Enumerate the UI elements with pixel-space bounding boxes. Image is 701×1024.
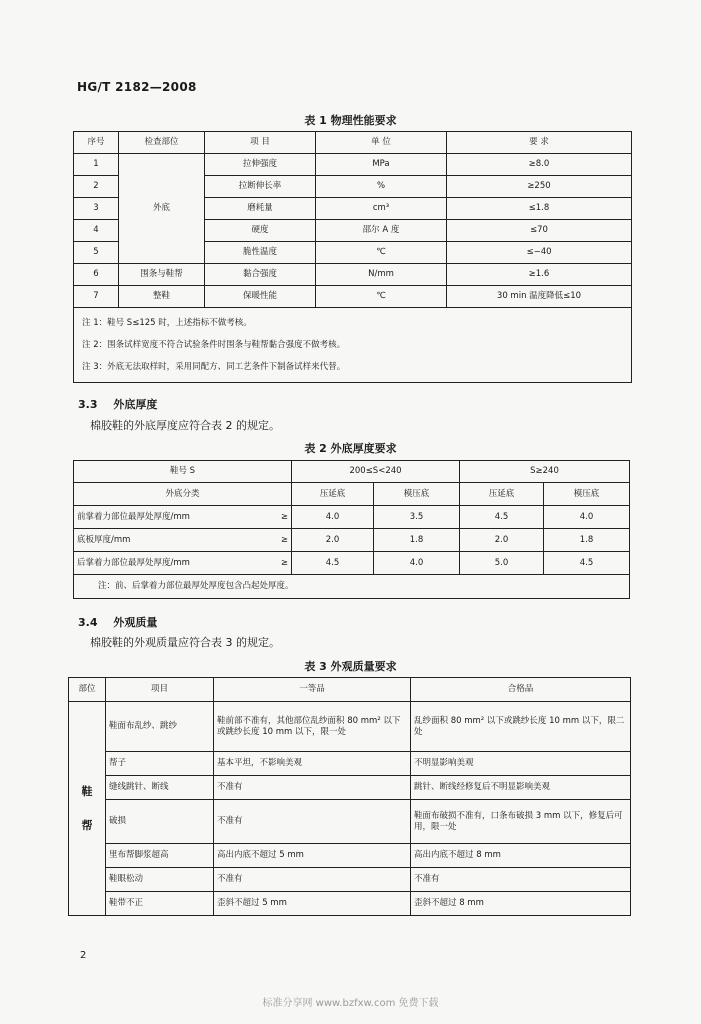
table-cell: 高出内底不超过 8 mm xyxy=(411,844,631,868)
table2-shoe-size-header: 鞋号 S xyxy=(74,461,292,483)
table-cell: 脆性温度 xyxy=(205,242,316,264)
table-cell: 歪斜不超过 8 mm xyxy=(411,892,631,916)
table-cell: 3 xyxy=(74,198,119,220)
table-cell: 鞋带不正 xyxy=(106,892,214,916)
table-cell: 歪斜不超过 5 mm xyxy=(214,892,411,916)
table-cell: 硬度 xyxy=(205,220,316,242)
table-row xyxy=(69,892,631,916)
table-cell: 2.0 xyxy=(292,529,374,552)
table1-header-req: 要 求 xyxy=(447,132,632,154)
watermark-footer: 标准分享网 www.bzfxw.com 免费下载 xyxy=(262,998,439,1009)
table2-type-header: 模压底 xyxy=(544,483,630,506)
table-cell: 缝线跳针、断线 xyxy=(106,776,214,800)
row-label: 前掌着力部位最厚处厚度/mm xyxy=(77,511,190,522)
table1-header-row xyxy=(74,132,632,154)
table-cell: 邵尔 A 度 xyxy=(316,220,447,242)
table-row xyxy=(69,776,631,800)
table-cell: 不准有 xyxy=(214,868,411,892)
table-row xyxy=(69,844,631,868)
section-number: 3.3 xyxy=(78,398,98,411)
row-label: 后掌着力部位最厚处厚度/mm xyxy=(77,557,190,568)
table-row xyxy=(69,702,631,752)
section-3-4-heading xyxy=(78,614,157,630)
standard-code: HG/T 2182—2008 xyxy=(77,80,197,94)
table-cell: 围条与鞋帮 xyxy=(119,264,205,286)
table2-category-header: 外底分类 xyxy=(74,483,292,506)
table-cell: 鞋眼松动 xyxy=(106,868,214,892)
table1 xyxy=(73,131,632,383)
table-cell: 拉伸强度 xyxy=(205,154,316,176)
table3-header-first: 一等品 xyxy=(214,678,411,702)
table-cell: 不准有 xyxy=(411,868,631,892)
table-cell: 帮子 xyxy=(106,752,214,776)
table-cell: MPa xyxy=(316,154,447,176)
section-3-3-heading xyxy=(78,396,157,412)
table3-header-qualified: 合格品 xyxy=(411,678,631,702)
ge-symbol: ≥ xyxy=(280,511,288,522)
table2-note-row xyxy=(74,575,630,599)
section-title: 外底厚度 xyxy=(113,398,158,411)
table-row xyxy=(74,154,632,176)
page-number: 2 xyxy=(80,950,87,961)
table-cell: 鞋前部不准有，其他部位乱纱面积 80 mm² 以下或跳纱长度 10 mm 以下，限一处 xyxy=(214,702,411,752)
table-row xyxy=(69,868,631,892)
table-cell: 2.0 xyxy=(460,529,544,552)
table-cell: 4.5 xyxy=(292,552,374,575)
table2-note: 注：前、后掌着力部位最厚处厚度包含凸起处厚度。 xyxy=(74,575,630,599)
table-cell: ≥8.0 xyxy=(447,154,632,176)
table-cell: 30 min 温度降低≤10 xyxy=(447,286,632,308)
row-label: 底板厚度/mm xyxy=(77,534,131,545)
table-cell: ≤70 xyxy=(447,220,632,242)
table-cell: 基本平坦，不影响美观 xyxy=(214,752,411,776)
table-cell: 高出内底不超过 5 mm xyxy=(214,844,411,868)
table-cell: ≤1.8 xyxy=(447,198,632,220)
table-cell: 鞋面布乱纱、跳纱 xyxy=(106,702,214,752)
table1-notes xyxy=(74,308,632,383)
table1-header-no: 序号 xyxy=(74,132,119,154)
table3-header-part: 部位 xyxy=(69,678,106,702)
table-cell: 磨耗量 xyxy=(205,198,316,220)
section-number: 3.4 xyxy=(78,616,98,629)
table2-type-header: 模压底 xyxy=(374,483,460,506)
table-cell: 乱纱面积 80 mm² 以下或跳纱长度 10 mm 以下，限二处 xyxy=(411,702,631,752)
ge-symbol: ≥ xyxy=(280,557,288,568)
table-cell: 不准有 xyxy=(214,776,411,800)
table2 xyxy=(73,460,630,599)
table2-range2-header: S≥240 xyxy=(460,461,630,483)
table2-type-header: 压延底 xyxy=(460,483,544,506)
table-row xyxy=(74,286,632,308)
table-cell xyxy=(74,552,292,575)
table-cell: 4.5 xyxy=(460,506,544,529)
table-cell: % xyxy=(316,176,447,198)
table-cell xyxy=(74,506,292,529)
table-row xyxy=(69,752,631,776)
table1-caption: 表 1 物理性能要求 xyxy=(304,114,397,127)
table-cell: cm³ xyxy=(316,198,447,220)
table-cell: 4.0 xyxy=(544,506,630,529)
table-cell: 外底 xyxy=(119,154,205,264)
table-cell: 1 xyxy=(74,154,119,176)
ge-symbol: ≥ xyxy=(280,534,288,545)
table-cell: 3.5 xyxy=(374,506,460,529)
table-row xyxy=(74,506,630,529)
table-cell: 拉断伸长率 xyxy=(205,176,316,198)
table-cell: N/mm xyxy=(316,264,447,286)
section-title: 外观质量 xyxy=(113,616,158,629)
table1-header-part: 检查部位 xyxy=(119,132,205,154)
table-cell: 破损 xyxy=(106,800,214,844)
table-cell: ℃ xyxy=(316,286,447,308)
table-cell: ≥250 xyxy=(447,176,632,198)
table2-caption: 表 2 外底厚度要求 xyxy=(304,442,397,455)
table-cell: 不准有 xyxy=(214,800,411,844)
table-cell: 不明显影响美观 xyxy=(411,752,631,776)
section-3-3-text: 棉胶鞋的外底厚度应符合表 2 的规定。 xyxy=(90,419,280,432)
table-cell: 4.0 xyxy=(374,552,460,575)
table-row xyxy=(74,529,630,552)
table3-part-cell xyxy=(69,702,106,916)
table1-header-item: 项 目 xyxy=(205,132,316,154)
table3-header-item: 项目 xyxy=(106,678,214,702)
table2-type-header: 压延底 xyxy=(292,483,374,506)
table-cell: 保暖性能 xyxy=(205,286,316,308)
table-cell: 跳针、断线经修复后不明显影响美观 xyxy=(411,776,631,800)
table-cell: ≤−40 xyxy=(447,242,632,264)
table-cell: 1.8 xyxy=(374,529,460,552)
table-cell: 4 xyxy=(74,220,119,242)
table3-part: 鞋帮 xyxy=(81,784,93,832)
table1-header-unit: 单 位 xyxy=(316,132,447,154)
table-cell: 5 xyxy=(74,242,119,264)
table3-header-row xyxy=(69,678,631,702)
table2-type-row xyxy=(74,483,630,506)
table-cell: 整鞋 xyxy=(119,286,205,308)
table2-size-row xyxy=(74,461,630,483)
table3 xyxy=(68,677,631,916)
section-3-4-text: 棉胶鞋的外观质量应符合表 3 的规定。 xyxy=(90,636,280,649)
table-row xyxy=(74,552,630,575)
table-cell: ≥1.6 xyxy=(447,264,632,286)
table3-caption: 表 3 外观质量要求 xyxy=(304,660,397,673)
table2-range1-header: 200≤S<240 xyxy=(292,461,460,483)
table1-note: 注 1：鞋号 S≤125 时，上述指标不做考核。 xyxy=(82,318,252,328)
table-cell: 2 xyxy=(74,176,119,198)
table-row xyxy=(69,800,631,844)
table-cell: 6 xyxy=(74,264,119,286)
table-cell xyxy=(74,529,292,552)
table-cell: 里布帮脚浆超高 xyxy=(106,844,214,868)
table-cell: 1.8 xyxy=(544,529,630,552)
table-cell: 鞋面布破损不准有，口条布破损 3 mm 以下，修复后可用，限一处 xyxy=(411,800,631,844)
table-row xyxy=(74,264,632,286)
table1-note: 注 2：围条试样宽度不符合试验条件时围条与鞋帮黏合强度不做考核。 xyxy=(82,340,346,350)
table1-notes-row xyxy=(74,308,632,383)
table1-note: 注 3：外底无法取样时，采用同配方、同工艺条件下制备试样来代替。 xyxy=(82,362,346,372)
table-cell: ℃ xyxy=(316,242,447,264)
table-cell: 4.5 xyxy=(544,552,630,575)
table-cell: 4.0 xyxy=(292,506,374,529)
table-cell: 黏合强度 xyxy=(205,264,316,286)
table-cell: 7 xyxy=(74,286,119,308)
table-cell: 5.0 xyxy=(460,552,544,575)
